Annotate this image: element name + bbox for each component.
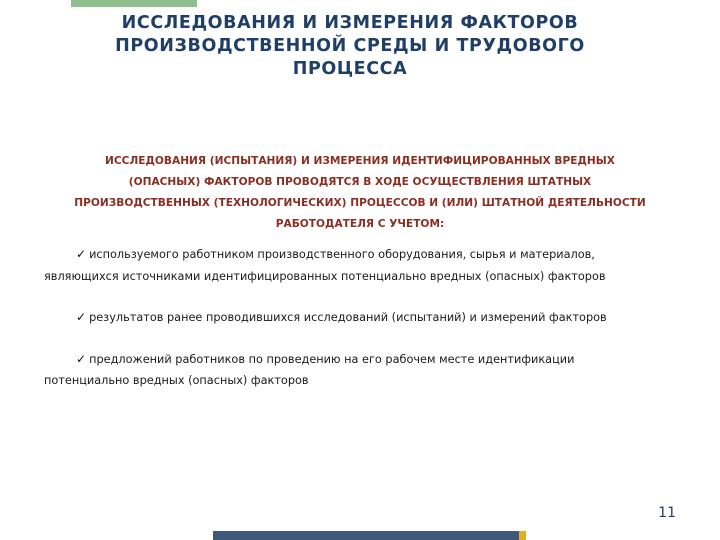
slide-title-line: ПРОЦЕССА bbox=[292, 59, 408, 79]
bullet-list bbox=[44, 244, 674, 412]
bullet-item bbox=[44, 307, 674, 329]
bullet-line bbox=[44, 244, 674, 266]
page-number: 11 bbox=[658, 505, 676, 521]
bullet-text: результатов ранее проводившихся исследований (испытаний) и измерений факторов bbox=[89, 311, 607, 324]
slide-subtitle-line: РАБОТОДАТЕЛЯ С УЧЕТОМ: bbox=[275, 218, 445, 230]
bullet-text: предложений работников по проведению на его рабочем месте идентификации bbox=[89, 352, 575, 366]
top-accent-bar bbox=[71, 0, 197, 7]
bottom-decor-bar bbox=[213, 531, 519, 540]
slide-subtitle-line: ПРОИЗВОДСТВЕННЫХ (ТЕХНОЛОГИЧЕСКИХ) ПРОЦЕССОВ И (ИЛИ) ШТАТНОЙ ДЕЯТЕЛЬНОСТИ bbox=[74, 197, 646, 209]
bullet-text: потенциально вредных (опасных) факторов bbox=[44, 374, 309, 387]
bullet-item bbox=[44, 349, 674, 392]
checkmark-icon: ✓ bbox=[76, 247, 87, 261]
slide-subtitle-line: ИССЛЕДОВАНИЯ (ИСПЫТАНИЯ) И ИЗМЕРЕНИЯ ИДЕНТИФИЦИРОВАННЫХ ВРЕДНЫХ bbox=[105, 155, 615, 167]
slide-subtitle-line: (ОПАСНЫХ) ФАКТОРОВ ПРОВОДЯТСЯ В ХОДЕ ОСУЩЕСТВЛЕНИЯ ШТАТНЫХ bbox=[128, 176, 592, 188]
bullet-item bbox=[44, 244, 674, 287]
checkmark-icon: ✓ bbox=[76, 310, 87, 324]
bullet-line bbox=[44, 307, 674, 329]
checkmark-icon: ✓ bbox=[76, 351, 87, 366]
bullet-text: используемого работником производственного оборудования, сырья и материалов, bbox=[89, 248, 595, 261]
slide-subtitle bbox=[40, 151, 680, 235]
bullet-line bbox=[44, 349, 674, 371]
bottom-accent-block bbox=[519, 531, 526, 540]
bullet-text: являющихся источниками идентифицированных потенциально вредных (опасных) факторов bbox=[44, 269, 606, 283]
slide-title-line: ИССЛЕДОВАНИЯ И ИЗМЕРЕНИЯ ФАКТОРОВ bbox=[121, 13, 579, 33]
slide-title-line: ПРОИЗВОДСТВЕННОЙ СРЕДЫ И ТРУДОВОГО bbox=[115, 36, 585, 56]
slide-title bbox=[40, 12, 660, 81]
